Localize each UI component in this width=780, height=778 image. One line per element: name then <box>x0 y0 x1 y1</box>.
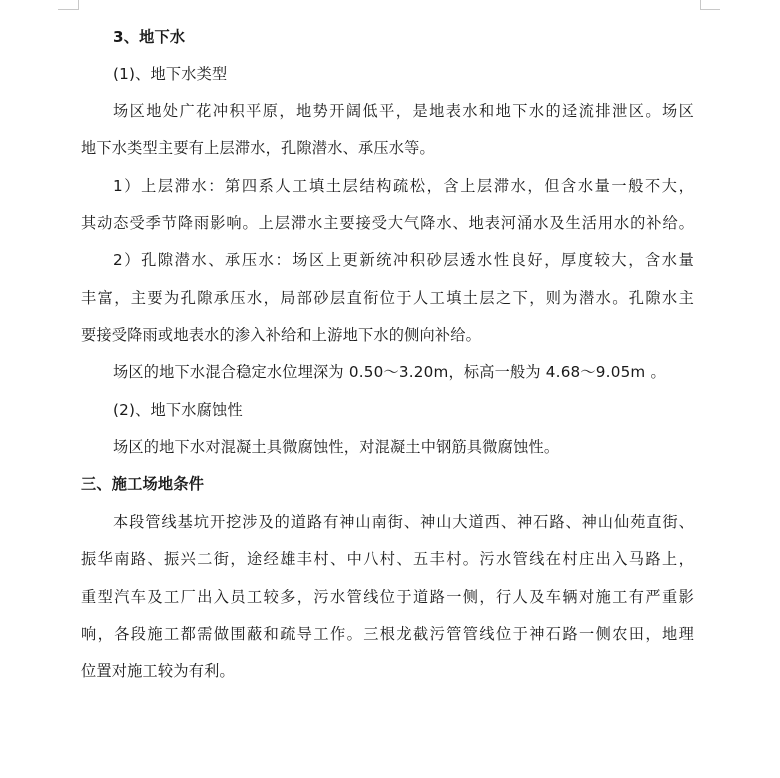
paragraph-water-level: 场区的地下水混合稳定水位埋深为 0.50～3.20m，标高一般为 4.68～9.05m 。 <box>113 363 666 381</box>
corner-mark-left-v <box>78 0 79 10</box>
paragraph-line: 其动态受季节降雨影响。上层滞水主要接受大气降水、地表河涌水及生活用水的补给。 <box>81 214 694 232</box>
corner-mark-right-h <box>700 9 720 10</box>
corner-mark-right-v <box>700 0 701 10</box>
paragraph-line: 场区地处广花冲积平原，地势开阔低平，是地表水和地下水的迳流排泄区。场区 <box>113 102 694 120</box>
heading-groundwater: 3、地下水 <box>113 28 186 46</box>
subheading-groundwater-type: (1)、地下水类型 <box>113 65 228 83</box>
paragraph-line: 响，各段施工都需做围蔽和疏导工作。三根龙截污管管线位于神石路一侧农田，地理 <box>81 625 694 643</box>
paragraph-line: 丰富，主要为孔隙承压水，局部砂层直衔位于人工填土层之下，则为潜水。孔隙水主 <box>81 289 694 307</box>
section-heading-site-conditions: 三、施工场地条件 <box>81 475 205 493</box>
corner-mark-left-h <box>58 9 78 10</box>
paragraph-line: 要接受降雨或地表水的渗入补给和上游地下水的侧向补给。 <box>81 326 482 344</box>
paragraph-line: 位置对施工较为有利。 <box>81 662 235 680</box>
paragraph-line: 1）上层滞水：第四系人工填土层结构疏松，含上层滞水，但含水量一般不大， <box>113 177 694 195</box>
paragraph-line: 重型汽车及工厂出入员工较多，污水管线位于道路一侧，行人及车辆对施工有严重影 <box>81 588 694 606</box>
subheading-groundwater-corrosion: (2)、地下水腐蚀性 <box>113 401 243 419</box>
paragraph-line: 地下水类型主要有上层滞水，孔隙潜水、承压水等。 <box>81 139 435 157</box>
paragraph-line: 2）孔隙潜水、承压水：场区上更新统冲积砂层透水性良好，厚度较大，含水量 <box>113 251 694 269</box>
paragraph-line: 本段管线基坑开挖涉及的道路有神山南街、神山大道西、神石路、神山仙苑直街、 <box>113 513 694 531</box>
paragraph-line: 振华南路、振兴二街，途经雄丰村、中八村、五丰村。污水管线在村庄出入马路上， <box>81 550 694 568</box>
paragraph-corrosion: 场区的地下水对混凝土具微腐蚀性，对混凝土中钢筋具微腐蚀性。 <box>113 438 560 456</box>
